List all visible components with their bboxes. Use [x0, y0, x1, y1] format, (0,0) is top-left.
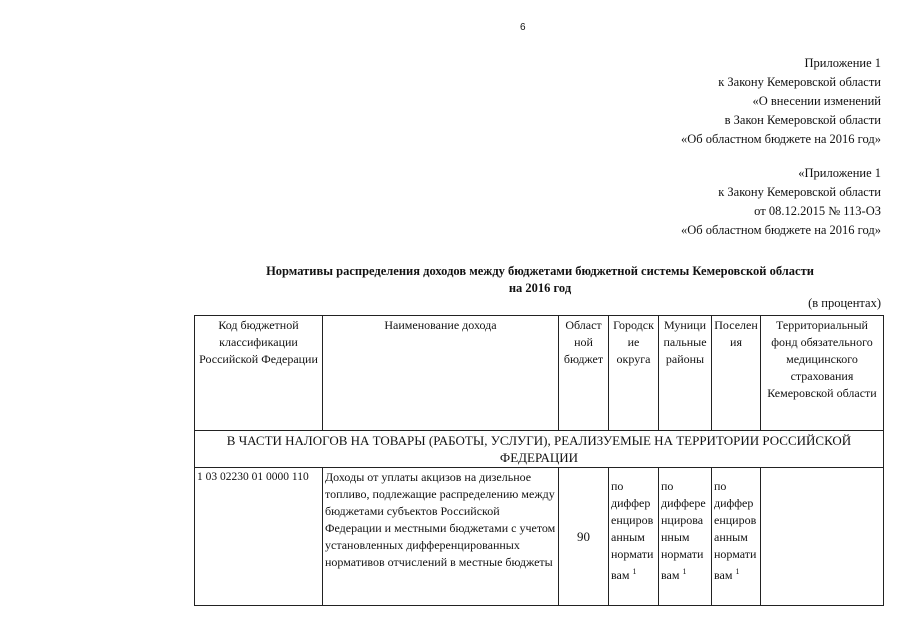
cell-code: 1 03 02230 01 0000 110 [195, 468, 323, 606]
section-title: В ЧАСТИ НАЛОГОВ НА ТОВАРЫ (РАБОТЫ, УСЛУГИ), РЕАЛИЗУЕМЫЕ НА ТЕРРИТОРИИ РОССИЙСКОЙ ФЕДЕРАЦИИ [195, 431, 884, 468]
table-row [195, 468, 884, 606]
cell-medical-insurance-fund [761, 468, 884, 606]
appendix-line: «Приложение 1 [798, 166, 881, 180]
appendix-line: «Об областном бюджете на 2016 год» [681, 223, 881, 237]
footnote-mark: 1 [735, 567, 740, 576]
table-header-row [195, 316, 884, 431]
header-regional-budget: Област ной бюджет [559, 316, 609, 431]
norm-text: по диффере нцирова нным нормати вам [661, 479, 706, 582]
appendix-line: «Об областном бюджете на 2016 год» [681, 132, 881, 146]
appendix-line: в Закон Кемеровской области [724, 113, 881, 127]
header-medical-insurance-fund: Территориальный фонд обязательного медицинского страхования Кемеровской области [761, 316, 884, 431]
document-title [180, 263, 900, 297]
cell-settlements [712, 468, 761, 606]
title-line-1: Нормативы распределения доходов между бюджетами бюджетной системы Кемеровской области [266, 264, 814, 278]
table-section-row [195, 431, 884, 468]
header-settlements: Поселен ия [712, 316, 761, 431]
header-code: Код бюджетной классификации Российской Федерации [195, 316, 323, 431]
appendix-line: к Закону Кемеровской области [718, 185, 881, 199]
appendix-heading-current [681, 54, 881, 149]
cell-name: Доходы от уплаты акцизов на дизельное топливо, подлежащие распределению между бюджетами субъектов Российской Федерации и местными бюджетами с учетом установленных дифференцированных нормативов отчислений в местные бюджеты [323, 468, 559, 606]
units-note: (в процентах) [808, 296, 881, 310]
title-line-2: на 2016 год [508, 281, 572, 295]
page-number: 6 [520, 22, 526, 33]
appendix-heading-original [681, 164, 881, 240]
cell-regional-budget: 90 [559, 468, 609, 606]
appendix-line: к Закону Кемеровской области [718, 75, 881, 89]
header-municipal-districts: Муници пальные районы [659, 316, 712, 431]
appendix-line: «О внесении изменений [752, 94, 881, 108]
header-urban-districts: Городск ие округа [609, 316, 659, 431]
cell-municipal-districts [659, 468, 712, 606]
footnote-mark: 1 [682, 567, 687, 576]
norm-text: по диффер енциров анным нормати вам [714, 479, 757, 582]
cell-urban-districts [609, 468, 659, 606]
header-name: Наименование дохода [323, 316, 559, 431]
appendix-line: Приложение 1 [804, 56, 881, 70]
footnote-mark: 1 [632, 567, 637, 576]
appendix-line: от 08.12.2015 № 113-ОЗ [754, 204, 881, 218]
norm-text: по диффер енциров анным нормати вам [611, 479, 654, 582]
revenue-distribution-table [194, 315, 884, 606]
